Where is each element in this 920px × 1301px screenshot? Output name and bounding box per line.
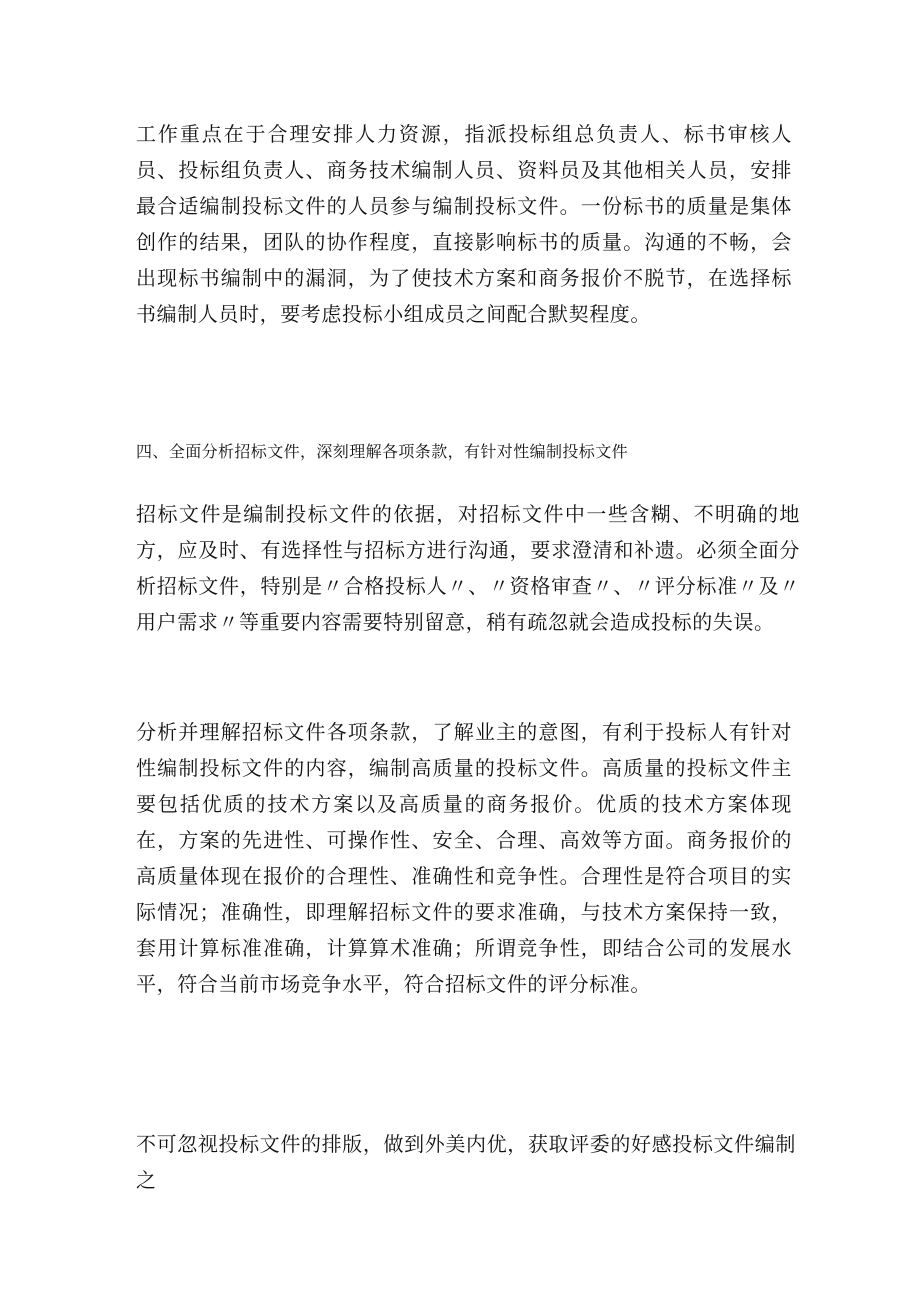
body-paragraph: 招标文件是编制投标文件的依据，对招标文件中一些含糊、不明确的地方，应及时、有选择性与招标方进行沟通，要求澄清和补遗。必须全面分析招标文件，特别是〃合格投标人〃、〃资格审查〃、〃评分标准〃及〃用户需求〃等重要内容需要特别留意，稍有疏忽就会造成投标的失误。 xyxy=(136,502,800,634)
body-paragraph: 工作重点在于合理安排人力资源，指派投标组总负责人、标书审核人员、投标组负责人、商务技术编制人员、资料员及其他相关人员，安排最合适编制投标文件的人员参与编制投标文件。一份标书的质量是集体创作的结果，团队的协作程度，直接影响标书的质量。沟通的不畅，会出现标书编制中的漏洞，为了使技术方案和商务报价不脱节，在选择标书编制人员时，要考虑投标小组成员之间配合默契程度。 xyxy=(136,122,792,326)
body-paragraph: 分析并理解招标文件各项条款，了解业主的意图，有利于投标人有针对性编制投标文件的内容，编制高质量的投标文件。高质量的投标文件主要包括优质的技术方案以及高质量的商务报价。优质的技术方案体现在，方案的先进性、可操作性、安全、合理、高效等方面。商务报价的高质量体现在报价的合理性、准确性和竞争性。合理性是符合项目的实际情况；准确性，即理解招标文件的要求准确，与技术方案保持一致，套用计算标准准确，计算算术准确；所谓竞争性，即结合公司的发展水平，符合当前市场竞争水平，符合招标文件的评分标准。 xyxy=(136,720,792,996)
section-heading: 四、全面分析招标文件，深刻理解各项条款，有针对性编制投标文件 xyxy=(136,442,629,461)
body-paragraph: 不可忽视投标文件的排版，做到外美内优，获取评委的好感投标文件编制之 xyxy=(136,1132,796,1192)
